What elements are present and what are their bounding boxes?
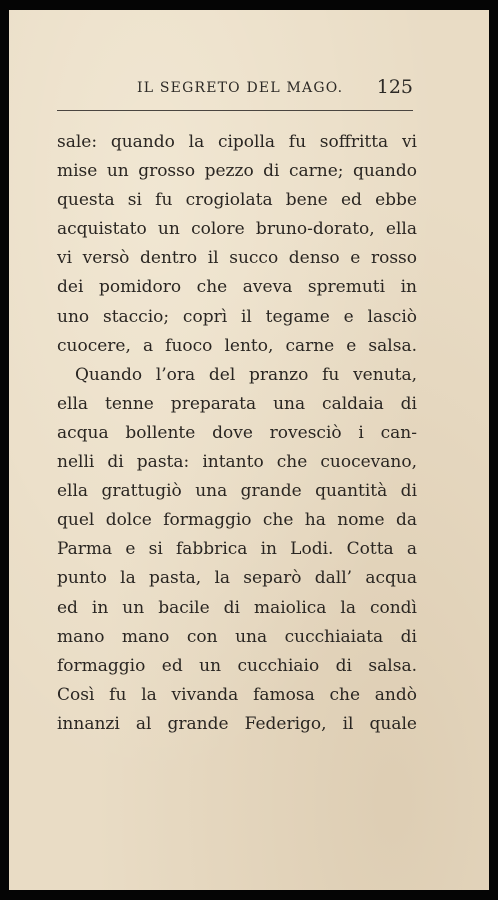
- text-line: sale: quando la cipolla fu soffritta vi: [57, 132, 417, 152]
- text-line: cuocere, a fuoco lento, carne e salsa.: [57, 335, 417, 356]
- text-line: acqua bollente dove rovesciò i can-: [57, 422, 417, 443]
- text-line: Così fu la vivanda famosa che andò: [57, 684, 417, 705]
- text-line: ella grattugiò una grande quantità di: [57, 481, 417, 502]
- text-line: Parma e si fabbrica in Lodi. Cotta a: [57, 539, 417, 560]
- text-line: formaggio ed un cucchiaio di salsa.: [57, 655, 417, 676]
- page-number: 125: [376, 76, 413, 98]
- text-line: mise un grosso pezzo di carne; quando: [57, 161, 417, 182]
- text-line: vi versò dentro il succo denso e rosso: [57, 248, 417, 269]
- text-line: dei pomidoro che aveva spremuti in: [57, 277, 417, 298]
- text-line: questa si fu crogiolata bene ed ebbe: [57, 190, 417, 211]
- text-line: uno staccio; coprì il tegame e lasciò: [57, 306, 417, 327]
- text-line: Quando l’ora del pranzo fu venuta,: [75, 364, 417, 385]
- text-line: nelli di pasta: intanto che cuocevano,: [57, 452, 417, 473]
- text-line: punto la pasta, la separò dall’ acqua: [57, 568, 417, 589]
- text-line: ella tenne preparata una caldaia di: [57, 393, 417, 414]
- header-rule: [57, 110, 413, 111]
- book-page: [9, 10, 489, 890]
- page-header: [57, 78, 413, 114]
- running-title: IL SEGRETO DEL MAGO.: [137, 80, 344, 96]
- body-text: [57, 128, 417, 739]
- text-line: innanzi al grande Federigo, il quale: [57, 713, 417, 734]
- text-line: ed in un bacile di maiolica la condì: [57, 597, 417, 618]
- text-line: mano mano con una cucchiaiata di: [57, 626, 417, 647]
- text-line: acquistato un colore bruno-dorato, ella: [57, 219, 417, 240]
- text-line: quel dolce formaggio che ha nome da: [57, 510, 417, 531]
